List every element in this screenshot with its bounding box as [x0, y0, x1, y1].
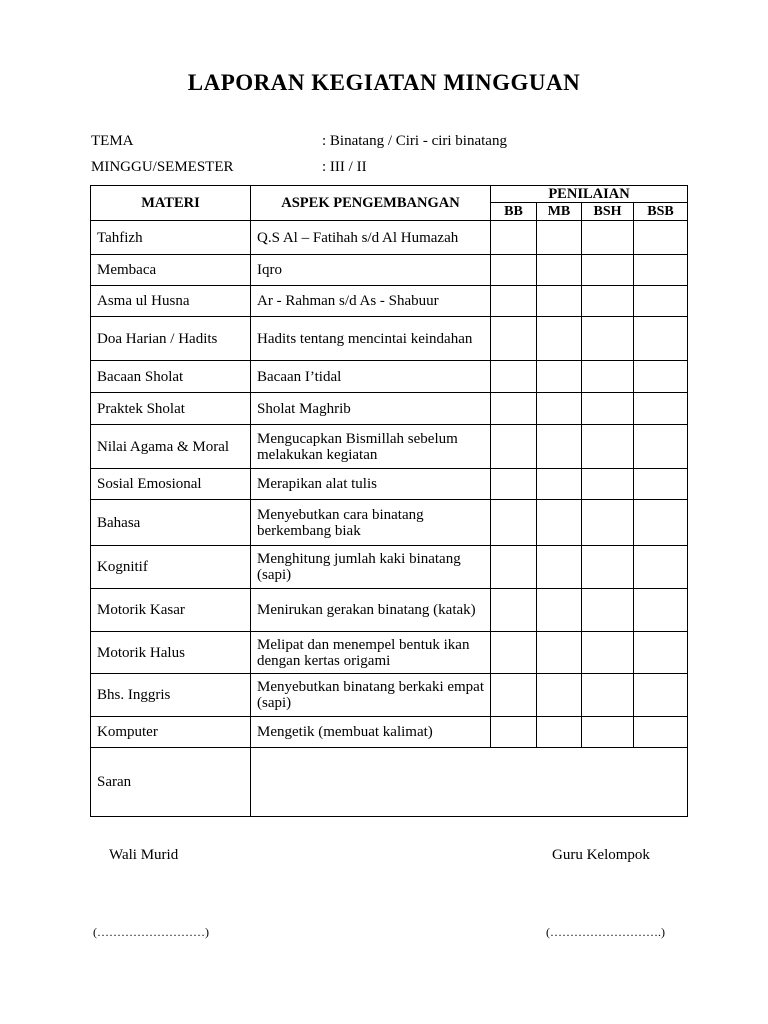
score-cell-bb[interactable]: [491, 717, 537, 748]
table-row: [91, 425, 688, 469]
score-cell-bb[interactable]: [491, 674, 537, 717]
score-cell-bsh[interactable]: [582, 425, 634, 469]
score-cell-mb[interactable]: [537, 221, 582, 255]
score-cell-bb[interactable]: [491, 632, 537, 674]
aspek-cell: Merapikan alat tulis: [251, 469, 491, 500]
header-bsh: BSH: [582, 203, 634, 221]
guru-kelompok-signature-line: (……………………….): [546, 925, 665, 939]
score-cell-mb[interactable]: [537, 317, 582, 361]
score-cell-bsb[interactable]: [634, 717, 688, 748]
aspek-cell: Melipat dan menempel bentuk ikan dengan kertas origami: [251, 632, 491, 674]
score-cell-bsh[interactable]: [582, 393, 634, 425]
score-cell-bb[interactable]: [491, 469, 537, 500]
score-cell-bsh[interactable]: [582, 589, 634, 632]
materi-cell: Bhs. Inggris: [91, 674, 251, 717]
minggu-label: MINGGU/SEMESTER: [91, 159, 234, 175]
score-cell-bsh[interactable]: [582, 469, 634, 500]
guru-kelompok-label: Guru Kelompok: [552, 847, 650, 863]
score-cell-bsh[interactable]: [582, 500, 634, 546]
score-cell-mb[interactable]: [537, 469, 582, 500]
aspek-cell: Menghitung jumlah kaki binatang (sapi): [251, 546, 491, 589]
table-row: [91, 469, 688, 500]
table-row: [91, 632, 688, 674]
table-row: [91, 589, 688, 632]
table-row: [91, 717, 688, 748]
wali-murid-signature-line: (………………………): [93, 925, 209, 939]
score-cell-bb[interactable]: [491, 500, 537, 546]
score-cell-bsh[interactable]: [582, 674, 634, 717]
score-cell-bsb[interactable]: [634, 546, 688, 589]
materi-cell: Membaca: [91, 255, 251, 286]
score-cell-bsb[interactable]: [634, 674, 688, 717]
aspek-cell: Iqro: [251, 255, 491, 286]
materi-cell: Bahasa: [91, 500, 251, 546]
table-row: [91, 255, 688, 286]
header-penilaian: PENILAIAN: [491, 186, 688, 203]
score-cell-bb[interactable]: [491, 286, 537, 317]
aspek-cell: Q.S Al – Fatihah s/d Al Humazah: [251, 221, 491, 255]
tema-label: TEMA: [91, 133, 134, 149]
header-mb: MB: [537, 203, 582, 221]
header-materi: MATERI: [91, 186, 251, 221]
header-bb: BB: [491, 203, 537, 221]
aspek-cell: Menirukan gerakan binatang (katak): [251, 589, 491, 632]
score-cell-bsb[interactable]: [634, 500, 688, 546]
score-cell-bsb[interactable]: [634, 393, 688, 425]
score-cell-bb[interactable]: [491, 255, 537, 286]
score-cell-bsb[interactable]: [634, 317, 688, 361]
materi-cell: Asma ul Husna: [91, 286, 251, 317]
score-cell-mb[interactable]: [537, 393, 582, 425]
score-cell-bb[interactable]: [491, 361, 537, 393]
score-cell-mb[interactable]: [537, 717, 582, 748]
table-row: [91, 546, 688, 589]
materi-cell: Kognitif: [91, 546, 251, 589]
score-cell-bsh[interactable]: [582, 317, 634, 361]
report-table: [90, 185, 688, 817]
score-cell-bsb[interactable]: [634, 469, 688, 500]
aspek-cell: Hadits tentang mencintai keindahan: [251, 317, 491, 361]
materi-cell: Sosial Emosional: [91, 469, 251, 500]
table-row: [91, 393, 688, 425]
materi-cell: Motorik Kasar: [91, 589, 251, 632]
score-cell-bsb[interactable]: [634, 361, 688, 393]
wali-murid-label: Wali Murid: [109, 847, 179, 863]
score-cell-mb[interactable]: [537, 361, 582, 393]
score-cell-bsb[interactable]: [634, 221, 688, 255]
saran-field[interactable]: [251, 748, 688, 817]
score-cell-bb[interactable]: [491, 425, 537, 469]
aspek-cell: Sholat Maghrib: [251, 393, 491, 425]
score-cell-bsh[interactable]: [582, 255, 634, 286]
score-cell-bsb[interactable]: [634, 286, 688, 317]
saran-row: [91, 748, 688, 817]
score-cell-mb[interactable]: [537, 286, 582, 317]
score-cell-bsh[interactable]: [582, 546, 634, 589]
tema-value: : Binatang / Ciri - ciri binatang: [322, 133, 507, 149]
saran-label: Saran: [91, 748, 251, 817]
minggu-value: : III / II: [322, 159, 367, 175]
aspek-cell: Bacaan I’tidal: [251, 361, 491, 393]
score-cell-mb[interactable]: [537, 255, 582, 286]
score-cell-bsb[interactable]: [634, 255, 688, 286]
header-bsb: BSB: [634, 203, 688, 221]
score-cell-mb[interactable]: [537, 546, 582, 589]
score-cell-mb[interactable]: [537, 589, 582, 632]
materi-cell: Praktek Sholat: [91, 393, 251, 425]
score-cell-bsh[interactable]: [582, 221, 634, 255]
score-cell-bb[interactable]: [491, 221, 537, 255]
materi-cell: Nilai Agama & Moral: [91, 425, 251, 469]
table-row: [91, 674, 688, 717]
score-cell-mb[interactable]: [537, 632, 582, 674]
materi-cell: Doa Harian / Hadits: [91, 317, 251, 361]
table-row: [91, 221, 688, 255]
header-aspek: ASPEK PENGEMBANGAN: [251, 186, 491, 221]
score-cell-mb[interactable]: [537, 674, 582, 717]
score-cell-mb[interactable]: [537, 425, 582, 469]
score-cell-bsh[interactable]: [582, 361, 634, 393]
table-row: [91, 361, 688, 393]
score-cell-bb[interactable]: [491, 546, 537, 589]
aspek-cell: Menyebutkan cara binatang berkembang biak: [251, 500, 491, 546]
aspek-cell: Mengucapkan Bismillah sebelum melakukan kegiatan: [251, 425, 491, 469]
score-cell-bsh[interactable]: [582, 632, 634, 674]
score-cell-bsb[interactable]: [634, 632, 688, 674]
score-cell-bb[interactable]: [491, 589, 537, 632]
score-cell-bsh[interactable]: [582, 286, 634, 317]
table-row: [91, 500, 688, 546]
score-cell-bb[interactable]: [491, 393, 537, 425]
table-row: [91, 286, 688, 317]
score-cell-bsh[interactable]: [582, 717, 634, 748]
materi-cell: Motorik Halus: [91, 632, 251, 674]
score-cell-bsb[interactable]: [634, 425, 688, 469]
aspek-cell: Ar - Rahman s/d As - Shabuur: [251, 286, 491, 317]
score-cell-bsb[interactable]: [634, 589, 688, 632]
materi-cell: Tahfizh: [91, 221, 251, 255]
aspek-cell: Mengetik (membuat kalimat): [251, 717, 491, 748]
score-cell-bb[interactable]: [491, 317, 537, 361]
materi-cell: Bacaan Sholat: [91, 361, 251, 393]
materi-cell: Komputer: [91, 717, 251, 748]
table-row: [91, 317, 688, 361]
page-title: LAPORAN KEGIATAN MINGGUAN: [187, 70, 581, 95]
score-cell-mb[interactable]: [537, 500, 582, 546]
aspek-cell: Menyebutkan binatang berkaki empat (sapi): [251, 674, 491, 717]
